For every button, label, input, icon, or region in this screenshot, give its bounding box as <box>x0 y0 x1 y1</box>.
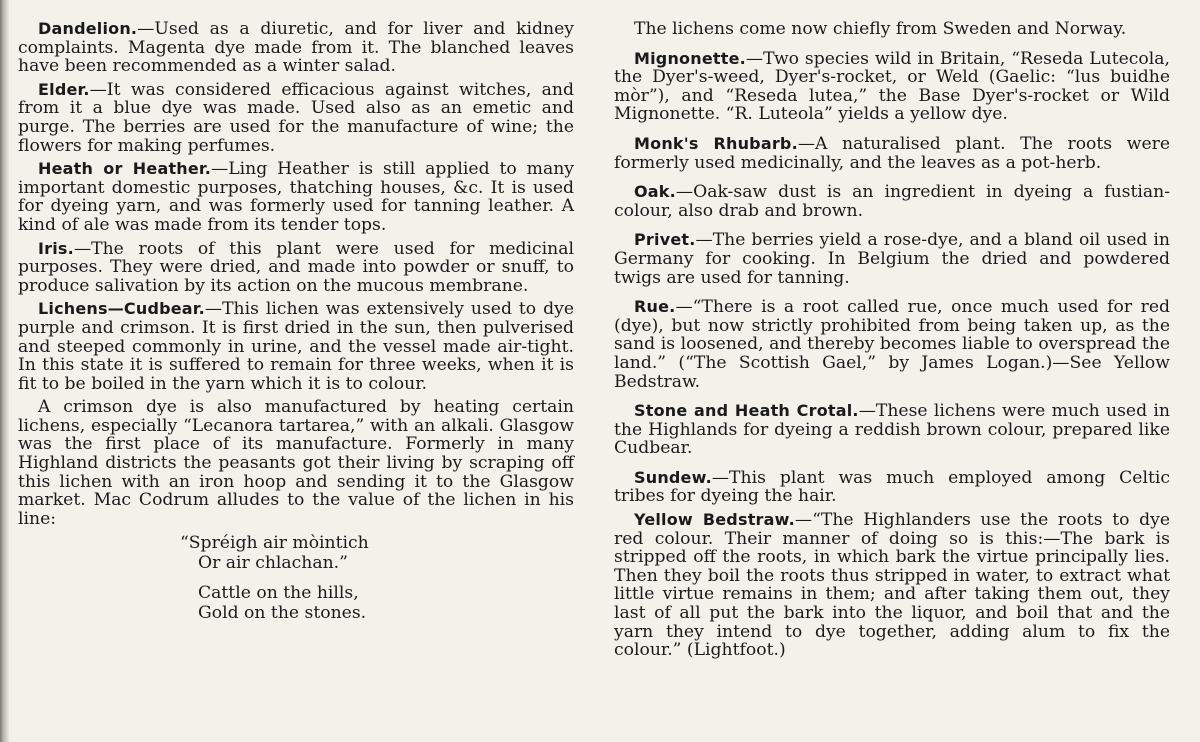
entry-elder <box>18 81 574 155</box>
entry-iris <box>18 240 574 296</box>
entry-text: —“The Highlanders use the roots to dye red colour. Their manner of doing so is this:—The bark is stripped off the roots, in which bark the virtue principally lies. Then they boil the roots thus stripped in water, to extract what little virtue remains in them; and after taking them out, they last of all put the bark into the liquor, and boil that and the yarn they intend to dye together, adding alum to fix the colour.” (Lightfoot.) <box>614 510 1171 661</box>
headword: Sundew. <box>634 467 712 487</box>
entry-oak <box>614 183 1170 220</box>
verse-line: Or air chlachan.” <box>198 553 348 574</box>
headword: Elder. <box>38 79 90 99</box>
entry-lichens-cudbear <box>18 300 574 393</box>
entry-text: —Two species wild in Britain, “Reseda Lutecola, the Dyer's-weed, Dyer's-rocket, or Weld (Gaelic: “lus buidhe mòr”), and “Reseda lutea,” the Base Dyer's-rocket or Wild Mignonette. “R. Luteola” yields a yellow dye. <box>614 48 1170 125</box>
entry-text: —“There is a root called rue, once much used for red (dye), but now strictly prohibited from being taken up, as the sand is loosened, and thereby becomes liable to overspread the land.” (“The Scottish Gael,” by James Logan.)—See Yellow Bedstraw. <box>614 297 1170 392</box>
entry-heath <box>18 160 574 234</box>
entry-text: —It was considered efficacious against witches, and from it a blue dye was made. Used also as an emetic and purge. The berries are used for the manufacture of wine; the flowers for making perfumes. <box>18 79 574 156</box>
gaelic-verse <box>18 533 574 573</box>
entry-dandelion <box>18 20 574 76</box>
entry-monks-rhubarb <box>614 135 1170 172</box>
right-column <box>614 20 1170 665</box>
entry-text: —These lichens were much used in the Highlands for dyeing a reddish brown colour, prepared like Cudbear. <box>614 401 1170 459</box>
entry-text: —This lichen was extensively used to dye purple and crimson. It is first dried in the sun, then pulverised and steeped commonly in urine, and the vessel made air-tight. In this state it is suffered to remain for three weeks, when it is fit to be boiled in the yarn which it is to colour. <box>18 299 574 394</box>
crimson-dye-paragraph: A crimson dye is also manufactured by heating certain lichens, especially “Lecanora tartarea,” with an alkali. Glasgow was the first place of its manufacture. Formerly in many Highland districts the peasants got their living by scraping off this lichen with an iron hoop and sending it to the Glasgow market. Mac Codrum alludes to the value of the lichen in his line: <box>18 397 574 529</box>
entry-rue <box>614 298 1170 391</box>
headword: Rue. <box>634 297 676 317</box>
entry-text: —This plant was much employed among Celtic tribes for dyeing the hair. <box>614 467 1170 507</box>
entry-text: —A naturalised plant. The roots were formerly used medicinally, and the leaves as a pot-herb. <box>614 133 1170 173</box>
verse-line: Gold on the stones. <box>198 603 367 624</box>
headword: Mignonette. <box>634 48 746 68</box>
left-column <box>18 20 574 623</box>
page-gutter-edge <box>0 0 9 742</box>
verse-line: Cattle on the hills, <box>198 583 359 604</box>
headword: Iris. <box>38 238 74 258</box>
headword: Heath or Heather. <box>38 159 212 179</box>
entry-mignonette <box>614 50 1170 124</box>
english-verse <box>18 583 574 623</box>
entry-sundew <box>614 469 1170 506</box>
lichens-origin-paragraph: The lichens come now chiefly from Sweden and Norway. <box>634 19 1127 39</box>
entry-privet <box>614 231 1170 287</box>
headword: Privet. <box>634 230 696 250</box>
entry-text: —Ling Heather is still applied to many important domestic purposes, thatching houses, &c. It is used for dyeing yarn, and was formerly used for tanning leather. A kind of ale was made from its tender tops. <box>18 159 574 235</box>
headword: Stone and Heath Crotal. <box>634 401 859 421</box>
headword: Dandelion. <box>38 19 138 38</box>
entry-yellow-bedstraw <box>614 511 1170 660</box>
headword: Lichens—Cudbear. <box>38 299 205 319</box>
headword: Oak. <box>634 182 676 202</box>
entry-text: —Used as a diuretic, and for liver and kidney complaints. Magenta dye made from it. The blanched leaves have been recommended as a winter salad. <box>18 19 574 77</box>
verse-line: “Spréigh air mòintich <box>180 533 369 554</box>
entry-text: —The berries yield a rose-dye, and a bland oil used in Germany for cooking. In Belgium the dried and powdered twigs are used for tanning. <box>614 230 1170 288</box>
entry-text: —Oak-saw dust is an ingredient in dyeing a fustian-colour, also drab and brown. <box>614 182 1170 221</box>
headword: Monk's Rhubarb. <box>634 133 798 153</box>
entry-text: —The roots of this plant were used for medicinal purposes. They were dried, and made into powder or snuff, to produce salivation by its action on the mucous membrane. <box>18 238 574 296</box>
headword: Yellow Bedstraw. <box>634 510 795 530</box>
entry-stone-heath-crotal <box>614 402 1170 458</box>
